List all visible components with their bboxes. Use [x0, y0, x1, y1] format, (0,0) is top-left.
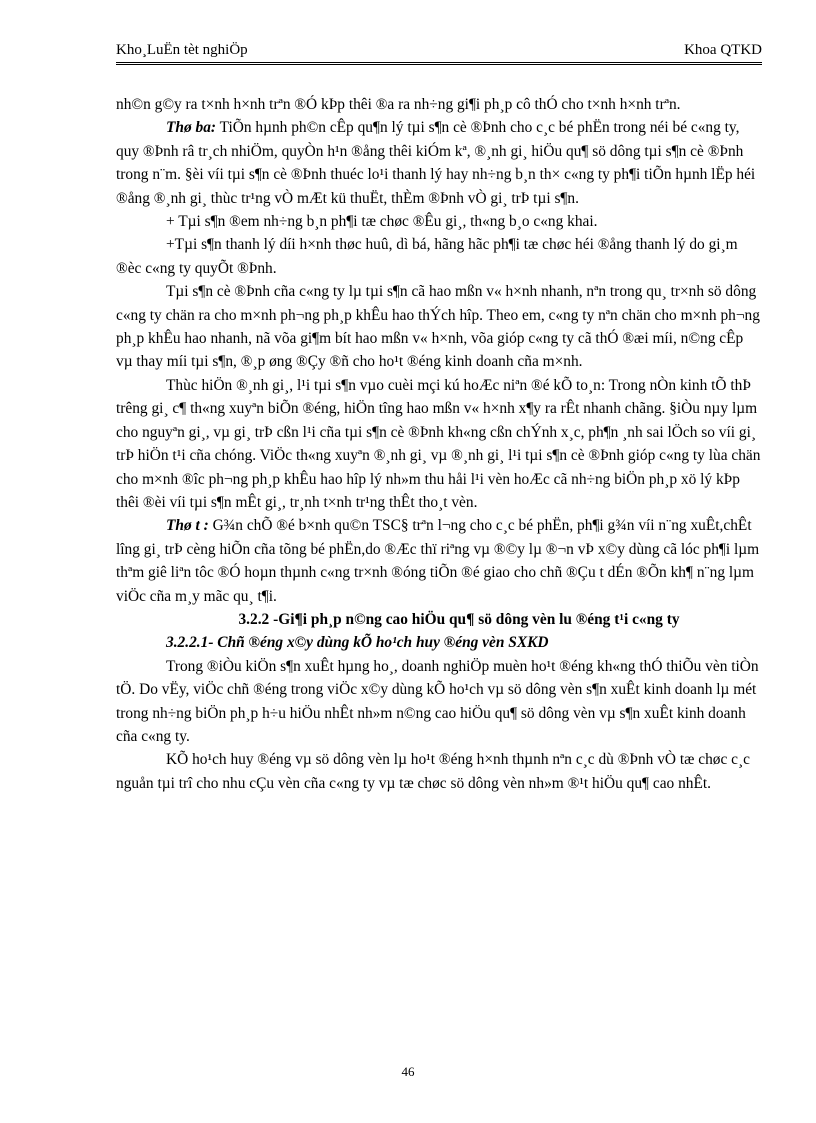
- header-right-text: Khoa QTKD: [684, 42, 762, 58]
- paragraph-7-label: Thø t :: [166, 517, 209, 535]
- page-header: [116, 36, 762, 62]
- header-divider: [116, 62, 762, 65]
- paragraph-8: Trong ®iÒu kiÖn s¶n xuÊt hµng ho¸, doanh nghiÖp muèn ho¹t ®éng kh«ng thÓ thiÕu vèn tiÒn tÖ. Do vËy, viÖc chñ ®éng trong viÖc x©y dùng kÕ ho¹ch vµ sö dông vèn s¶n xuÊt kinh doanh lµ mét trong nh÷ng biÖn ph¸p h÷u hiÖu nhÊt nh»m n©ng cao hiÖu qu¶ sö dông vèn vµ s¶n xuÊt kinh doanh cña c«ng ty.: [116, 657, 759, 745]
- paragraph-5: Tµi s¶n cè ®Þnh cña c«ng ty lµ tµi s¶n cã hao mßn v« h×nh nhanh, nªn trong qu¸ tr×nh sö dông c«ng ty chän ra cho m×nh ph¬ng ph¸p khÊu hao thÝch hîp. Theo em, c«ng ty nªn chän cho m×nh ph¬ng ph¸p khÊu hao nhanh, nã võa gi¶m bít hao mßn v« h×nh, võa gióp c«ng ty cã thÓ ®æi míi, n©ng cÊp vµ thay míi tµi s¶n, ®¸p øng ®Çy ®ñ cho ho¹t ®éng kinh doanh cña m×nh.: [116, 283, 760, 371]
- page-number: 46: [401, 1064, 415, 1079]
- header-left-text: Kho¸LuËn tèt nghiÖp: [116, 42, 248, 58]
- section-heading-3-2-2: 3.2.2 -Gi¶i ph¸p n©ng cao hiÖu qu¶ sö dông vèn lu ®éng t¹i c«ng ty: [238, 610, 680, 628]
- paragraph-2-label: Thø ba:: [166, 119, 217, 137]
- paragraph-2: [116, 116, 762, 210]
- section-heading-3-2-2-1: 3.2.2.1- Chñ ®éng x©y dùng kÕ ho¹ch huy ®éng vèn SXKD: [166, 634, 549, 652]
- paragraph-4: +Tµi s¶n thanh lý díi h×nh thøc huû, dì bá, hãng hãc ph¶i tæ chøc héi ®ång thanh lý do gi¸m ®èc c«ng ty quyÕt ®Þnh.: [116, 236, 738, 277]
- document-body: [116, 93, 762, 795]
- paragraph-1: nh©n g©y ra t×nh h×nh trªn ®Ó kÞp thêi ®a ra nh÷ng gi¶i ph¸p cô thÓ cho t×nh h×nh trªn.: [116, 96, 681, 113]
- paragraph-7-text: G¾n chÕ ®é b×nh qu©n TSC§ trªn l¬ng cho c¸c bé phËn, ph¶i g¾n víi n¨ng xuÊt,chÊt lîng gi¸ trÞ cèng hiÕn cña tõng bé phËn,do ®Æc thï riªng vµ ®©y lµ ®¬n vÞ x©y dùng cã lóc ph¶i lµm thªm giê liªn tôc ®Ó hoµn thµnh c«ng tr×nh ®óng tiÕn ®é giao cho chñ ®Çu t dÉn ®Õn kh¶ n¨ng lµm viÖc cña m¸y mãc qu¸ t¶i.: [116, 517, 760, 605]
- paragraph-7: [116, 514, 762, 608]
- paragraph-2-text: TiÕn hµnh ph©n cÊp qu¶n lý tµi s¶n cè ®Þnh cho c¸c bé phËn trong néi bé c«ng ty, quy ®Þnh râ tr¸ch nhiÖm, quyÒn h¹n ®ång thêi kiÓm kª, ®¸nh gi¸ hiÖu qu¶ sö dông tµi s¶n cè ®Þnh trong n¨m. §èi víi tµi s¶n cè ®Þnh thuéc lo¹i thanh lý hay nh÷ng b¸n th× c«ng ty ph¶i tiÕn hµnh lËp héi ®ång ®¸nh gi¸ thùc tr¹ng vÒ mÆt kü thuËt, thÈm ®Þnh vÒ gi¸ trÞ tµi s¶n.: [116, 119, 756, 207]
- paragraph-3: + Tµi s¶n ®em nh÷ng b¸n ph¶i tæ chøc ®Êu gi¸, th«ng b¸o c«ng khai.: [166, 213, 598, 231]
- paragraph-9: KÕ ho¹ch huy ®éng vµ sö dông vèn lµ ho¹t ®éng h×nh thµnh nªn c¸c dù ®Þnh vÒ tæ chøc c¸c nguån tµi trî cho nhu cÇu vèn cña c«ng ty vµ tæ chøc sö dông vèn nh»m ®¹t hiÖu qu¶ cao nhÊt.: [116, 751, 750, 792]
- paragraph-6: Thùc hiÖn ®¸nh gi¸, l¹i tµi s¶n vµo cuèi mçi kú hoÆc niªn ®é kÕ to¸n: Trong nÒn kinh tÕ thÞ trêng gi¸ c¶ th«ng xuyªn biÕn ®éng, hiÖn tîng hao mßn v« h×nh x¶y ra rÊt nhanh chãng. §iÒu nµy lµm cho nguyªn gi¸, vµ gi¸ trÞ cßn l¹i cña tµi s¶n cè ®Þnh kh«ng cßn chÝnh x¸c, ph¶n ¸nh sai lÖch so víi gi¸ trÞ hiÖn t¹i cña chóng. ViÖc th«ng xuyªn ®¸nh gi¸ vµ ®¸nh gi¸ l¹i tµi s¶n cè ®Þnh gióp c«ng ty lùa chän cho m×nh ®îc ph¬ng ph¸p khÊu hao hîp lý nh»m thu håi l¹i vèn hoÆc cã nh÷ng biÖn ph¸p xö lý kÞp thêi ®èi víi tµi s¶n mÊt gi¸, tr¸nh t×nh tr¹ng thÊt tho¸t vèn.: [116, 376, 761, 511]
